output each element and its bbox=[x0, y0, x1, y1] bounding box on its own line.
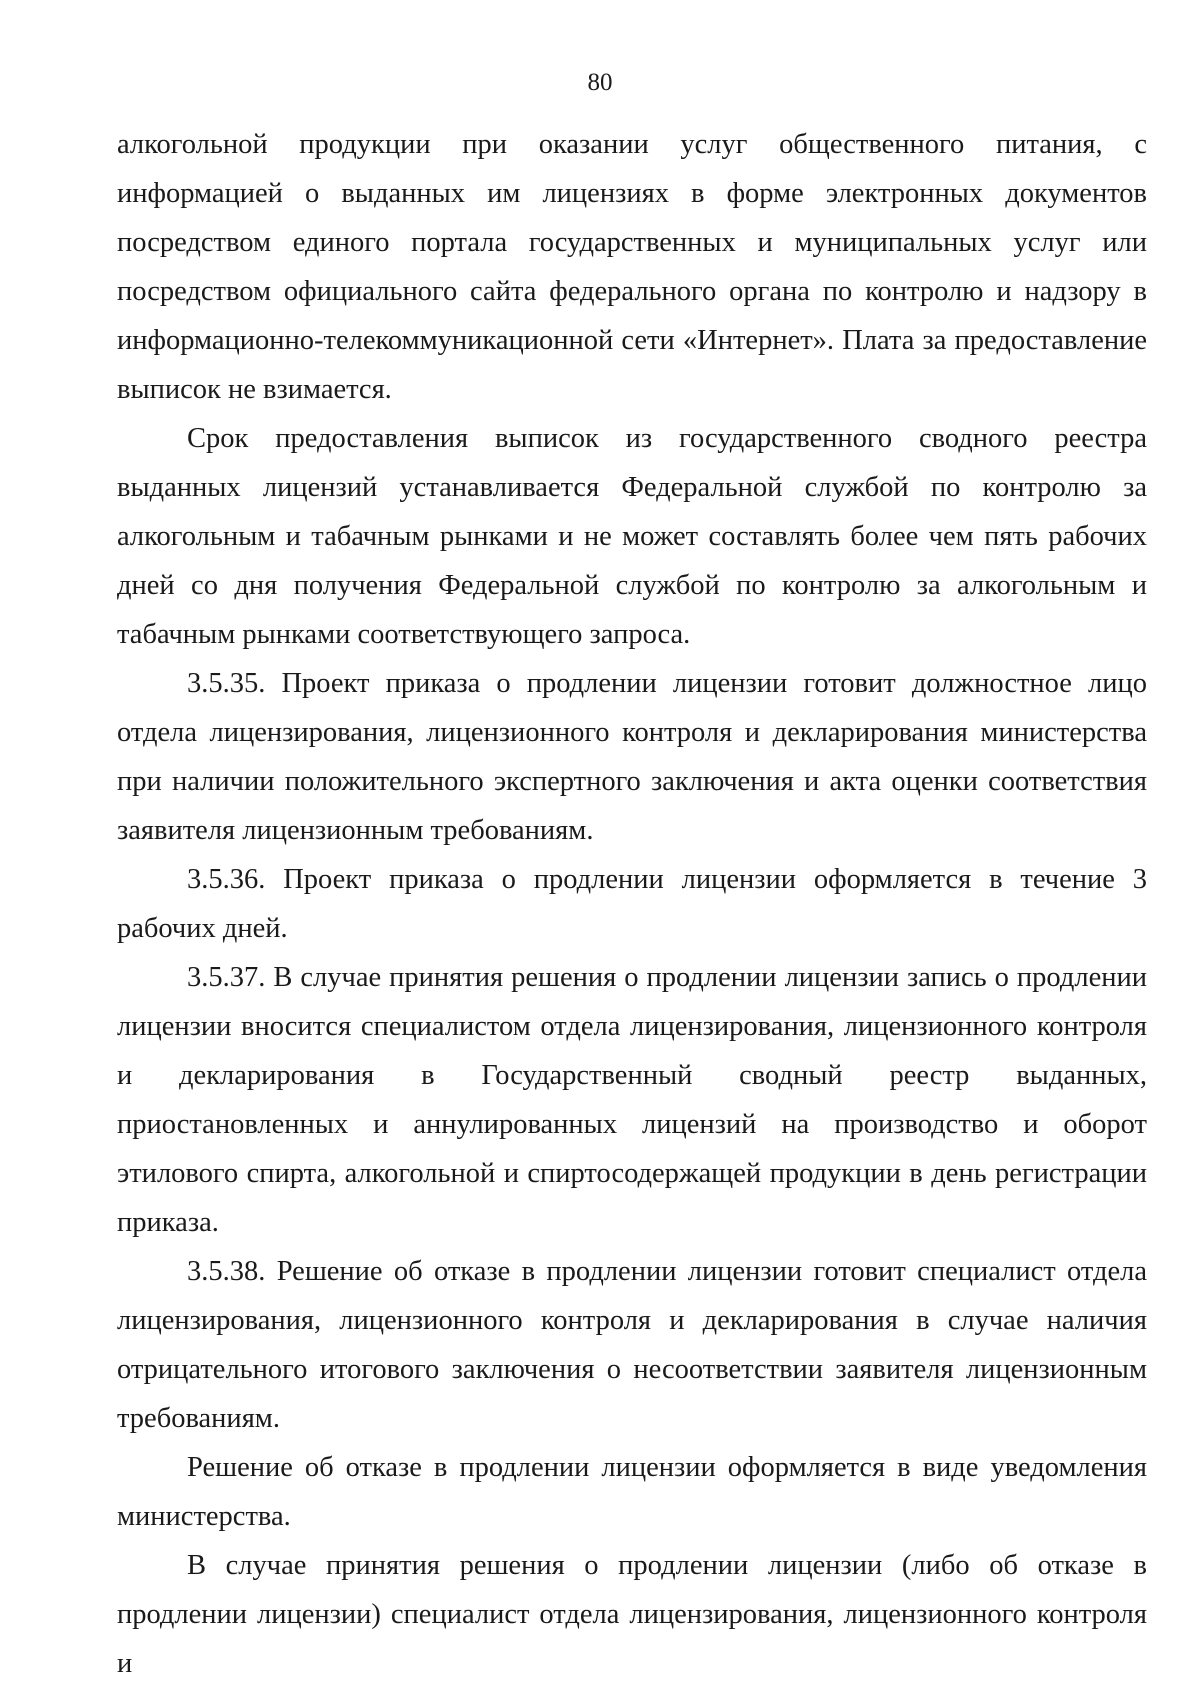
page-number: 80 bbox=[587, 69, 613, 96]
paragraph-3-5-37: 3.5.37. В случае принятия решения о продлении лицензии запись о продлении лицензии вносится специалистом отдела лицензирования, лицензионного контроля и декларирования в Государственный сводный реестр выданных, приостановленных и аннулированных лицензий на производство и оборот этилового спирта, алкогольной и спиртосодержащей продукции в день регистрации приказа. bbox=[117, 962, 1147, 1238]
paragraph-3-5-36: 3.5.36. Проект приказа о продлении лицензии оформляется в течение 3 рабочих дней. bbox=[117, 864, 1147, 944]
paragraph-refusal-notice: Решение об отказе в продлении лицензии оформляется в виде уведомления министерства. bbox=[117, 1452, 1147, 1532]
paragraph-decision-case: В случае принятия решения о продлении лицензии (либо об отказе в продлении лицензии) специалист отдела лицензирования, лицензионного контроля и bbox=[117, 1550, 1147, 1679]
document-body bbox=[117, 120, 1147, 1688]
paragraph-3-5-38: 3.5.38. Решение об отказе в продлении лицензии готовит специалист отдела лицензирования, лицензионного контроля и декларирования в случае наличия отрицательного итогового заключения о несоответствии заявителя лицензионным требованиям. bbox=[117, 1256, 1147, 1434]
paragraph-continuation: алкогольной продукции при оказании услуг общественного питания, с информацией о выданных им лицензиях в форме электронных документов посредством единого портала государственных и муниципальных услуг или посредством официального сайта федерального органа по контролю и надзору в информационно-телекоммуникационной сети «Интернет». Плата за предоставление выписок не взимается. bbox=[117, 129, 1147, 405]
paragraph-3-5-35: 3.5.35. Проект приказа о продлении лицензии готовит должностное лицо отдела лицензирования, лицензионного контроля и декларирования министерства при наличии положительного экспертного заключения и акта оценки соответствия заявителя лицензионным требованиям. bbox=[117, 668, 1147, 846]
paragraph-extract-term: Срок предоставления выписок из государственного сводного реестра выданных лицензий устанавливается Федеральной службой по контролю за алкогольным и табачным рынками и не может составлять более чем пять рабочих дней со дня получения Федеральной службой по контролю за алкогольным и табачным рынками соответствующего запроса. bbox=[117, 423, 1147, 650]
